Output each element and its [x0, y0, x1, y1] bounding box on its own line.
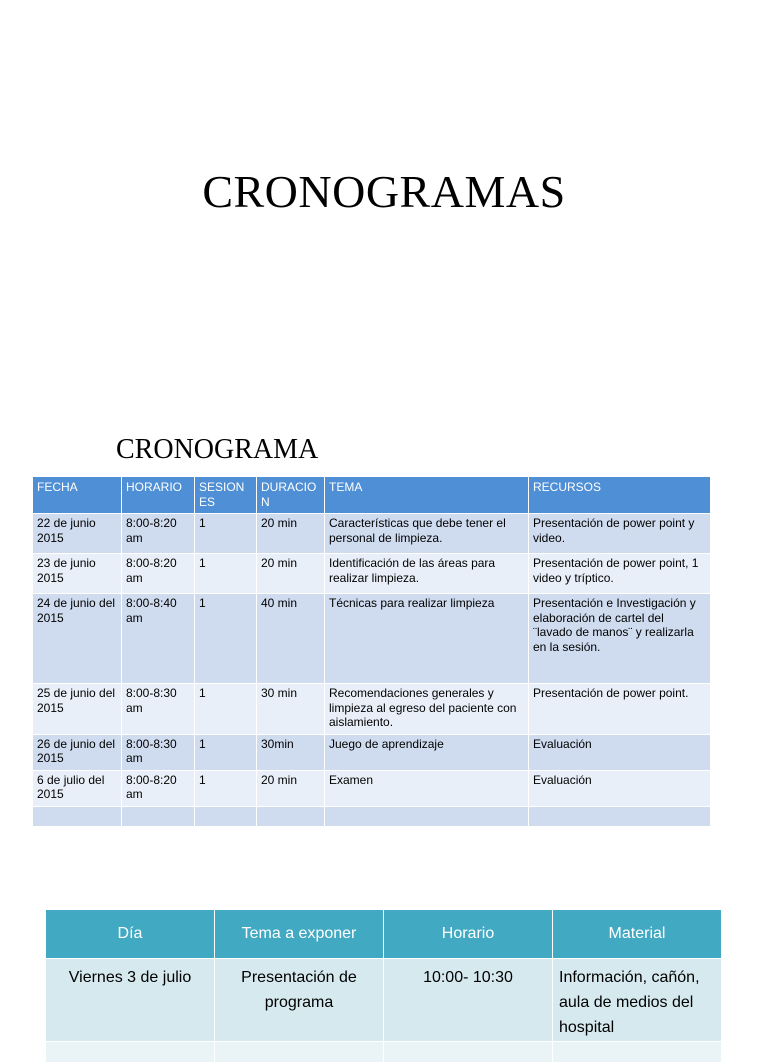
presentation-table	[45, 909, 722, 1063]
empty-row	[33, 806, 711, 826]
cell-tema: Recomendaciones generales y limpieza al egreso del paciente con aislamiento.	[325, 684, 529, 735]
col-tema: TEMA	[325, 477, 529, 514]
table-row	[33, 684, 711, 735]
schedule-table	[32, 476, 711, 827]
cell-horario: 8:00-8:30 am	[122, 734, 195, 770]
cell-recursos: Presentación de power point, 1 video y tríptico.	[529, 554, 711, 594]
cell-material: Información, cañón, aula de medios del hospital	[553, 959, 722, 1042]
cell-sesiones: 1	[195, 594, 257, 684]
cell-horario: 8:00-8:30 am	[122, 684, 195, 735]
cell-tema: Características que debe tener el personal de limpieza.	[325, 514, 529, 554]
cell-sesiones: 1	[195, 514, 257, 554]
cell-tema: Identificación de las áreas para realizar limpieza.	[325, 554, 529, 594]
cell-sesiones: 1	[195, 770, 257, 806]
table-row	[33, 770, 711, 806]
cell-sesiones: 1	[195, 684, 257, 735]
cell-dia: Viernes 3 de julio	[46, 959, 215, 1042]
cell-duracion: 20 min	[257, 514, 325, 554]
presentation-header-row	[46, 910, 722, 959]
cell-tema: Técnicas para realizar limpieza	[325, 594, 529, 684]
cell-fecha: 25 de junio del 2015	[33, 684, 122, 735]
cell-fecha: 26 de junio del 2015	[33, 734, 122, 770]
table-row	[33, 594, 711, 684]
cell-recursos: Evaluación	[529, 734, 711, 770]
col-horario: HORARIO	[122, 477, 195, 514]
schedule-header-row	[33, 477, 711, 514]
cell-fecha: 23 de junio 2015	[33, 554, 122, 594]
cell-sesiones: 1	[195, 554, 257, 594]
cell-tema: Examen	[325, 770, 529, 806]
col-duracion: DURACION	[257, 477, 325, 514]
cell-tema: Juego de aprendizaje	[325, 734, 529, 770]
cell-recursos: Evaluación	[529, 770, 711, 806]
col-tema-exponer: Tema a exponer	[215, 910, 384, 959]
cell-horario: 8:00-8:40 am	[122, 594, 195, 684]
col-horario: Horario	[384, 910, 553, 959]
cell-sesiones: 1	[195, 734, 257, 770]
cell-duracion: 20 min	[257, 554, 325, 594]
schedule-title: CRONOGRAMA	[116, 434, 319, 465]
cell-duracion: 20 min	[257, 770, 325, 806]
cell-horario: 8:00-8:20 am	[122, 514, 195, 554]
empty-row	[46, 1042, 722, 1063]
col-dia: Día	[46, 910, 215, 959]
page-title: CRONOGRAMAS	[202, 166, 566, 217]
cell-recursos: Presentación de power point.	[529, 684, 711, 735]
cell-tema-exponer: Presentación de programa	[215, 959, 384, 1042]
col-fecha: FECHA	[33, 477, 122, 514]
cell-recursos: Presentación e Investigación y elaboración de cartel del ¨lavado de manos¨ y realizarla en la sesión.	[529, 594, 711, 684]
cell-recursos: Presentación de power point y video.	[529, 514, 711, 554]
cell-fecha: 22 de junio 2015	[33, 514, 122, 554]
table-row	[33, 514, 711, 554]
col-material: Material	[553, 910, 722, 959]
cell-duracion: 30min	[257, 734, 325, 770]
cell-horario: 10:00- 10:30	[384, 959, 553, 1042]
col-recursos: RECURSOS	[529, 477, 711, 514]
cell-duracion: 30 min	[257, 684, 325, 735]
cell-horario: 8:00-8:20 am	[122, 770, 195, 806]
cell-horario: 8:00-8:20 am	[122, 554, 195, 594]
table-row	[46, 959, 722, 1042]
cell-duracion: 40 min	[257, 594, 325, 684]
table-row	[33, 734, 711, 770]
cell-fecha: 6 de julio del 2015	[33, 770, 122, 806]
col-sesiones: SESIONES	[195, 477, 257, 514]
cell-fecha: 24 de junio del 2015	[33, 594, 122, 684]
table-row	[33, 554, 711, 594]
